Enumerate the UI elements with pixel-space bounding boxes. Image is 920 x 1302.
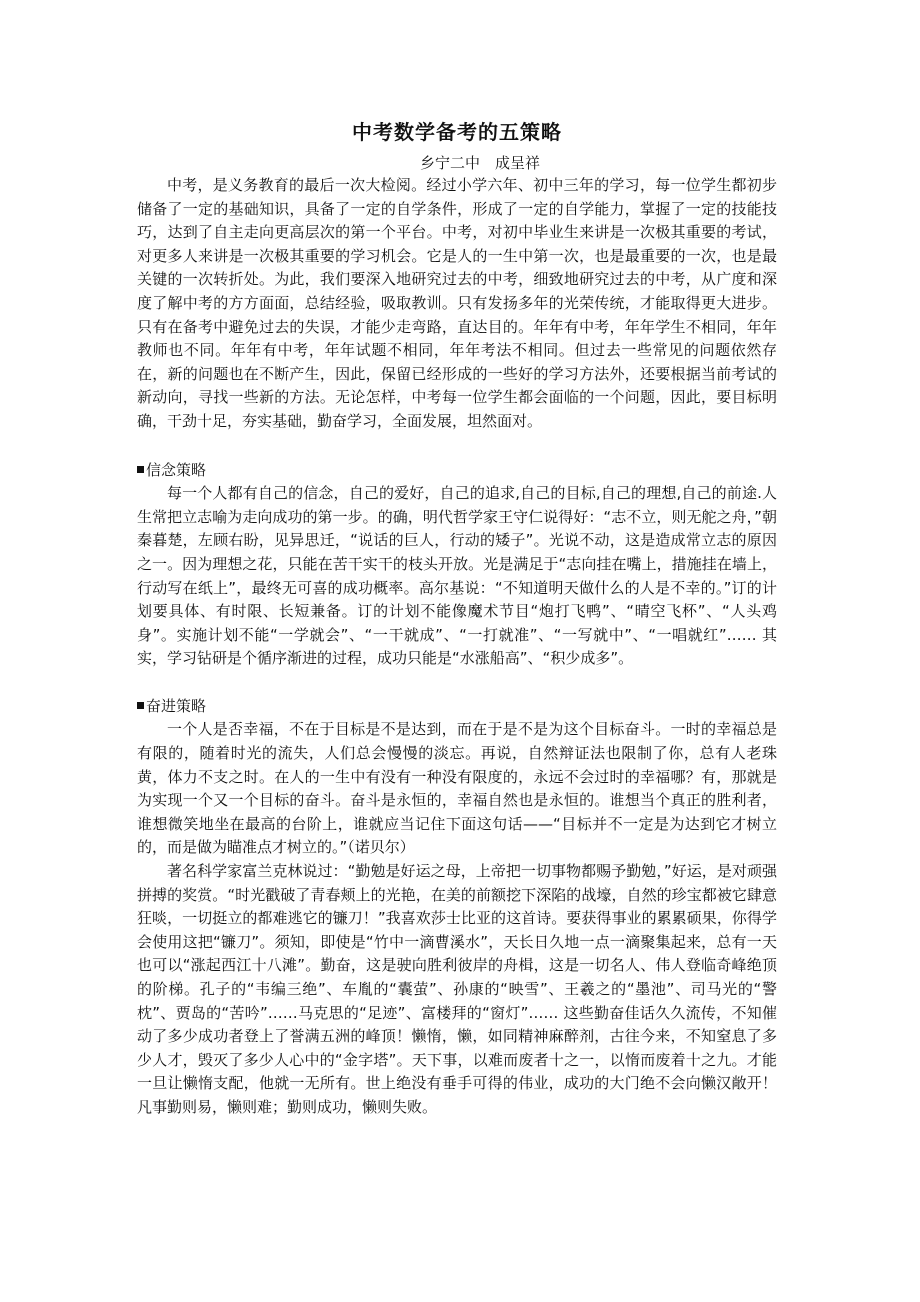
section-heading-text: 奋进策略 bbox=[146, 696, 207, 715]
square-bullet-icon bbox=[137, 466, 144, 473]
document-page bbox=[137, 118, 777, 1120]
author-line: 乡宁二中 成呈祥 bbox=[419, 154, 540, 172]
document-title: 中考数学备考的五策略 bbox=[352, 120, 562, 144]
section-heading-striving bbox=[137, 695, 777, 719]
intro-paragraph: 中考，是义务教育的最后一次大检阅。经过小学六年、初中三年的学习，每一位学生都初步储备了一定的基础知识，具备了一定的自学条件，形成了一定的自学能力，掌握了一定的技能技巧，达到了自主走向更高层次的第一个平台。中考，对初中毕业生来讲是一次极其重要的考试，对更多人来讲是一次极其重要的学习机会。它是人的一生中第一次，也是最重要的一次，也是最关键的一次转折处。为此，我们要深入地研究过去的中考，细致地研究过去的中考，从广度和深度了解中考的方方面面，总结经验，吸取教训。只有发扬多年的光荣传统，才能取得更大进步。只有在备考中避免过去的失误，才能少走弯路，直达目的。年年有中考，年年学生不相同，年年教师也不同。年年有中考，年年试题不相同，年年考法不相同。但过去一些常见的问题依然存在，新的问题也在不断产生，因此，保留已经形成的一些好的学习方法外，还要根据当前考试的新动向，寻找一些新的方法。无论怎样，中考每一位学生都会面临的一个问题，因此，要目标明确，干劲十足，夯实基础，勤奋学习，全面发展，坦然面对。 bbox=[137, 176, 777, 430]
belief-paragraph: 每一个人都有自己的信念，自己的爱好，自己的追求,自己的目标,自己的理想,自己的前途.人生常把立志喻为走向成功的第一步。的确，明代哲学家王守仁说得好：“志不立，则无舵之舟，”朝秦暮楚，左顾右盼，见异思迁，“说话的巨人，行动的矮子”。光说不动，这是造成常立志的原因之一。因为理想之花，只能在苦干实干的枝头开放。光是满足于“志向挂在嘴上，措施挂在墙上，行动写在纸上”，最终无可喜的成功概率。高尔基说：“不知道明天做什么的人是不幸的。”订的计划要具体、有时限、长短兼备。订的计划不能像魔术节目“炮打飞鸭”、“晴空飞杯”、“人头鸡身”。实施计划不能“一学就会”、“一干就成”、“一打就准”、“一写就中”、“一唱就红”…… 其实，学习钻研是个循序渐进的过程，成功只能是“水涨船高”、“积少成多”。 bbox=[137, 484, 777, 668]
striving-paragraph-2: 著名科学家富兰克林说过：“勤勉是好运之母，上帝把一切事物都赐予勤勉，”好运，是对顽强拼搏的奖赏。“时光戳破了青春颊上的光艳，在美的前额挖下深陷的战壕，自然的珍宝都被它肆意狂啖，一切挺立的都难逃它的镰刀！”我喜欢莎士比亚的这首诗。要获得事业的累累硕果，你得学会使用这把“镰刀”。须知，即使是“竹中一滴曹溪水”，天长日久地一点一滴聚集起来，总有一天也可以“涨起西江十八滩”。勤奋，这是驶向胜利彼岸的舟楫，这是一切名人、伟人登临奇峰绝顶的阶梯。孔子的“韦编三绝”、车胤的“囊萤”、孙康的“映雪”、王羲之的“墨池”、司马光的“警枕”、贾岛的“苦吟”……马克思的“足迹”、富楼拜的“窗灯”…… 这些勤奋佳话久久流传，不知催动了多少成功者登上了誉满五洲的峰顶！懒惰，懒，如同精神麻醉剂，古往今来，不知窒息了多少人才，毁灭了多少人心中的“金字塔”。天下事，以难而废者十之一，以惰而废着十之九。才能一旦让懒惰支配，他就一无所有。世上绝没有垂手可得的伟业，成功的大门绝不会向懒汉敞开！凡事勤则易，懒则难；勤则成功，懒则失败。 bbox=[137, 862, 777, 1116]
square-bullet-icon bbox=[137, 702, 144, 709]
striving-paragraph-1: 一个人是否幸福，不在于目标是不是达到，而在于是不是为这个目标奋斗。一时的幸福总是有限的，随着时光的流失，人们总会慢慢的淡忘。再说，自然辩证法也限制了你，总有人老珠黄，体力不支之时。在人的一生中有没有一种没有限度的，永远不会过时的幸福哪？有，那就是为实现一个又一个目标的奋斗。奋斗是永恒的，幸福自然也是永恒的。谁想当个真正的胜利者，谁想微笑地坐在最高的台阶上，谁就应当记住下面这句话——“目标并不一定是为达到它才树立的，而是做为瞄准点才树立的。”（诺贝尔） bbox=[137, 720, 777, 857]
section-heading-belief bbox=[137, 459, 777, 483]
section-heading-text: 信念策略 bbox=[146, 460, 207, 479]
